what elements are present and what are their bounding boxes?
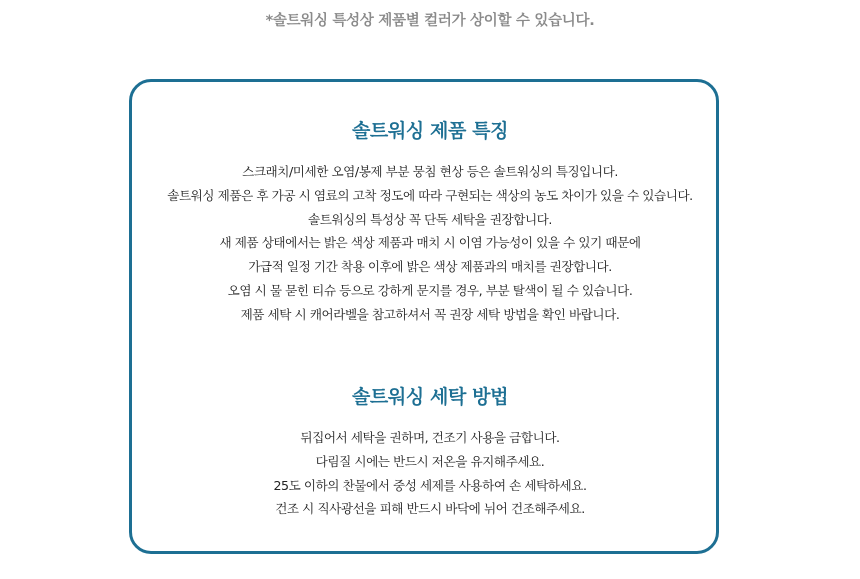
features-line: 솔트워싱의 특성상 꼭 단독 세탁을 권장합니다.: [308, 211, 552, 227]
features-line: 솔트워싱 제품은 후 가공 시 염료의 고착 정도에 따라 구현되는 색상의 농도 차이가 있을 수 있습니다.: [167, 187, 693, 203]
features-title: 솔트워싱 제품 특징: [351, 120, 509, 142]
care-line: 뒤집어서 세탁을 권하며, 건조기 사용을 금합니다.: [300, 430, 560, 445]
features-list: [0, 160, 860, 327]
features-line: 제품 세탁 시 캐어라벨을 참고하셔서 꼭 권장 세탁 방법을 확인 바랍니다.: [240, 306, 620, 322]
color-variation-notice: *솔트워싱 특성상 제품별 컬러가 상이할 수 있습니다.: [265, 13, 595, 29]
features-line: 스크래치/미세한 오염/봉제 부분 뭉침 현상 등은 솔트워싱의 특징입니다.: [242, 164, 618, 179]
care-title: 솔트워싱 세탁 방법: [351, 386, 509, 408]
care-line: 다림질 시에는 반드시 저온을 유지해주세요.: [315, 453, 545, 469]
features-line: 가급적 일정 기간 착용 이후에 밝은 색상 제품과의 매치를 권장합니다.: [248, 259, 612, 275]
features-line: 새 제품 상태에서는 밝은 색상 제품과 매치 시 이염 가능성이 있을 수 있기 때문에: [219, 235, 641, 251]
care-line: 25도 이하의 찬물에서 중성 세제를 사용하여 손 세탁하세요.: [273, 477, 587, 493]
care-list: [0, 426, 860, 521]
care-line: 건조 시 직사광선을 피해 반드시 바닥에 뉘어 건조해주세요.: [275, 501, 585, 517]
features-line: 오염 시 물 묻힌 티슈 등으로 강하게 문지를 경우, 부분 탈색이 될 수 있습니다.: [227, 282, 633, 298]
